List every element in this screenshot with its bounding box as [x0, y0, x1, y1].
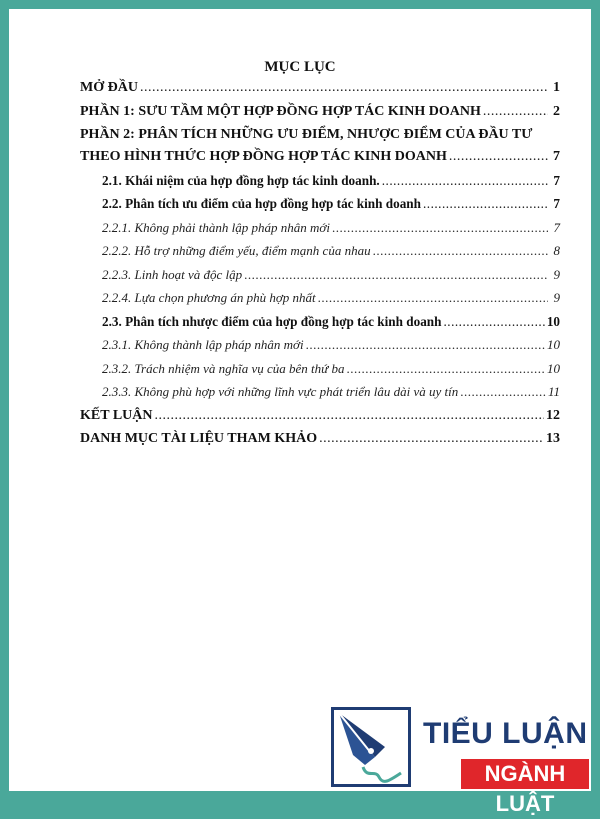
toc-entry-page: 13 — [546, 431, 560, 446]
toc-leader — [332, 220, 548, 236]
toc-entry-page: 7 — [553, 172, 560, 188]
toc-entry-page: 7 — [553, 149, 560, 164]
toc-leader — [154, 408, 544, 424]
toc-title: MỤC LỤC — [264, 59, 336, 75]
toc-entry-phan-2-line-1[interactable] — [80, 127, 560, 149]
toc-leader — [443, 314, 544, 330]
toc-entry-page: 2 — [553, 103, 560, 119]
toc-entry-phan-1[interactable] — [80, 104, 560, 128]
toc-entry-page: 12 — [546, 407, 560, 423]
toc-entry-page: 9 — [553, 266, 560, 282]
toc-entry-page: 9 — [553, 290, 560, 305]
toc-entry-2-2[interactable] — [80, 196, 560, 220]
toc-leader — [483, 104, 548, 120]
toc-entry-page: 10 — [547, 337, 560, 352]
toc-entry-page: 11 — [547, 384, 560, 399]
toc-leader — [347, 361, 545, 377]
toc-leader — [449, 149, 548, 165]
toc-entry-2-3[interactable] — [80, 314, 560, 338]
toc-leader — [319, 431, 544, 447]
toc-entry-label: 2.3.3. Không phù hợp với những lĩnh vực phát triển lâu dài và uy tín — [102, 384, 459, 399]
toc-entry-2-2-1[interactable] — [80, 220, 560, 244]
toc-entry-2-2-3[interactable] — [80, 267, 560, 291]
toc-entry-label: 2.2.3. Linh hoạt và độc lập — [102, 266, 243, 282]
toc-entry-page: 10 — [547, 360, 560, 376]
toc-entry-2-3-3[interactable] — [80, 384, 560, 408]
site-logo — [331, 707, 591, 816]
toc-entry-2-1[interactable] — [80, 173, 560, 197]
toc-leader — [244, 267, 548, 283]
toc-entry-label: 2.2.2. Hỗ trợ những điểm yếu, điểm mạnh của nhau — [102, 243, 371, 258]
toc-leader — [306, 337, 545, 353]
toc-entry-2-3-1[interactable] — [80, 337, 560, 361]
toc-entry-page: 10 — [546, 313, 560, 329]
toc-entry-label: KẾT LUẬN — [80, 407, 153, 423]
toc-entry-page: 7 — [553, 219, 560, 235]
toc-entry-label: 2.2. Phân tích ưu điểm của hợp đồng hợp tác kinh doanh — [102, 196, 421, 211]
table-of-contents — [80, 80, 560, 455]
toc-entry-2-2-4[interactable] — [80, 290, 560, 314]
toc-entry-page: 7 — [553, 196, 560, 211]
toc-entry-page: 8 — [553, 243, 560, 258]
toc-entry-2-3-2[interactable] — [80, 361, 560, 385]
fountain-pen-nib-icon — [331, 707, 411, 787]
toc-entry-label: 2.2.1. Không phải thành lập pháp nhân mới — [102, 219, 330, 235]
toc-leader — [423, 196, 548, 212]
toc-entry-label: 2.1. Khái niệm của hợp đồng hợp tác kinh doanh. — [102, 172, 380, 188]
toc-entry-label: THEO HÌNH THỨC HỢP ĐỒNG HỢP TÁC KINH DOANH — [80, 149, 447, 164]
logo-title: TIỂU LUẬN — [423, 717, 588, 750]
toc-leader — [382, 173, 548, 189]
toc-entry-phan-2-line-2[interactable] — [80, 149, 560, 173]
toc-entry-label: 2.3.1. Không thành lập pháp nhân mới — [102, 337, 304, 352]
toc-entry-label: PHẦN 1: SƯU TẦM MỘT HỢP ĐỒNG HỢP TÁC KINH DOANH — [80, 103, 481, 119]
toc-entry-label: 2.3.2. Trách nhiệm và nghĩa vụ của bên thứ ba — [102, 360, 345, 376]
toc-entry-page: 1 — [553, 80, 560, 95]
toc-entry-tai-lieu[interactable] — [80, 431, 560, 455]
toc-entry-label: 2.2.4. Lựa chọn phương án phù hợp nhất — [102, 290, 316, 305]
toc-leader — [140, 80, 548, 96]
toc-entry-label: DANH MỤC TÀI LIỆU THAM KHẢO — [80, 431, 318, 446]
toc-entry-ket-luan[interactable] — [80, 408, 560, 432]
logo-subtitle-badge: NGÀNH LUẬT — [461, 759, 589, 789]
toc-leader — [460, 384, 546, 400]
toc-entry-label: 2.3. Phân tích nhược điểm của hợp đồng hợp tác kinh doanh — [102, 313, 442, 329]
toc-entry-2-2-2[interactable] — [80, 243, 560, 267]
toc-entry-mo-dau[interactable] — [80, 80, 560, 104]
toc-leader — [318, 290, 548, 306]
toc-leader — [373, 243, 548, 259]
toc-entry-label: PHẦN 2: PHÂN TÍCH NHỮNG ƯU ĐIỂM, NHƯỢC ĐIỂM CỦA ĐẦU TƯ — [80, 127, 533, 142]
document-page — [9, 9, 591, 816]
toc-entry-label: MỞ ĐẦU — [80, 80, 138, 95]
